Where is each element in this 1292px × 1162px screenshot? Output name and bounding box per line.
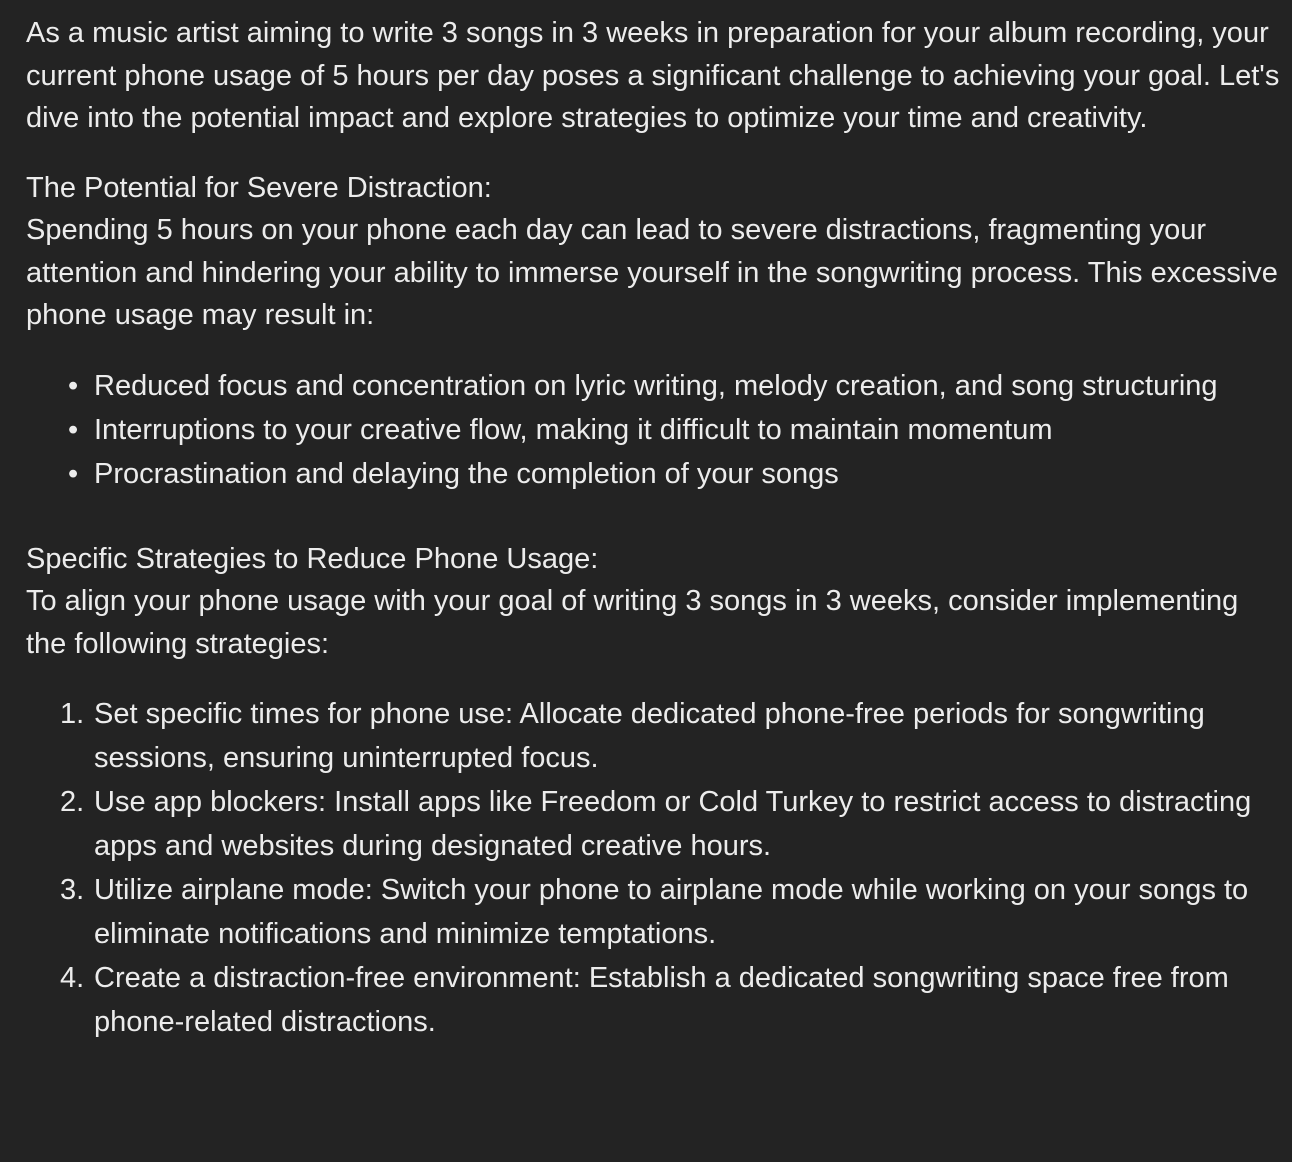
- list-item: [26, 452, 1280, 496]
- distraction-list: [26, 364, 1280, 496]
- chat-message: [26, 12, 1280, 1044]
- list-item-text: Procrastination and delaying the completion of your songs: [94, 457, 839, 490]
- bullet-icon: •: [68, 413, 79, 446]
- distraction-paragraph: Spending 5 hours on your phone each day can lead to severe distractions, fragmenting your attention and hindering your ability to immerse yourself in the songwriting process. This excessive phone usage may result in:: [26, 214, 1278, 331]
- list-item-text: Interruptions to your creative flow, making it difficult to maintain momentum: [94, 413, 1053, 446]
- strategies-paragraph: To align your phone usage with your goal of writing 3 songs in 3 weeks, consider implementing the following strategies:: [26, 585, 1239, 660]
- bullet-icon: •: [68, 369, 79, 402]
- list-item-text: Use app blockers: Install apps like Freedom or Cold Turkey to restrict access to distracting apps and websites during designated creative hours.: [94, 786, 1252, 862]
- bullet-icon: •: [68, 457, 79, 490]
- list-item: [26, 956, 1280, 1044]
- list-item: [26, 868, 1280, 956]
- list-number: 3.: [60, 874, 85, 906]
- list-number: 2.: [60, 786, 85, 818]
- list-item: [26, 692, 1280, 780]
- list-number: 4.: [60, 962, 85, 994]
- list-item-text: Reduced focus and concentration on lyric writing, melody creation, and song structuring: [94, 369, 1218, 402]
- list-item-text: Utilize airplane mode: Switch your phone to airplane mode while working on your songs to eliminate notifications and minimize temptations.: [94, 874, 1249, 950]
- list-item: [26, 408, 1280, 452]
- intro-paragraph: As a music artist aiming to write 3 songs in 3 weeks in preparation for your album recording, your current phone usage of 5 hours per day poses a significant challenge to achieving your goal. Let's dive into the potential impact and explore strategies to optimize your time and creativity.: [26, 17, 1280, 134]
- list-number: 1.: [60, 698, 85, 730]
- strategies-list: [26, 692, 1280, 1044]
- list-item: [26, 364, 1280, 408]
- distraction-heading: The Potential for Severe Distraction:: [26, 171, 492, 204]
- list-item-text: Set specific times for phone use: Allocate dedicated phone-free periods for songwriting sessions, ensuring uninterrupted focus.: [94, 698, 1205, 774]
- strategies-heading: Specific Strategies to Reduce Phone Usage:: [26, 542, 599, 575]
- list-item: [26, 780, 1280, 868]
- list-item-text: Create a distraction-free environment: Establish a dedicated songwriting space free from phone-related distractions.: [94, 962, 1229, 1038]
